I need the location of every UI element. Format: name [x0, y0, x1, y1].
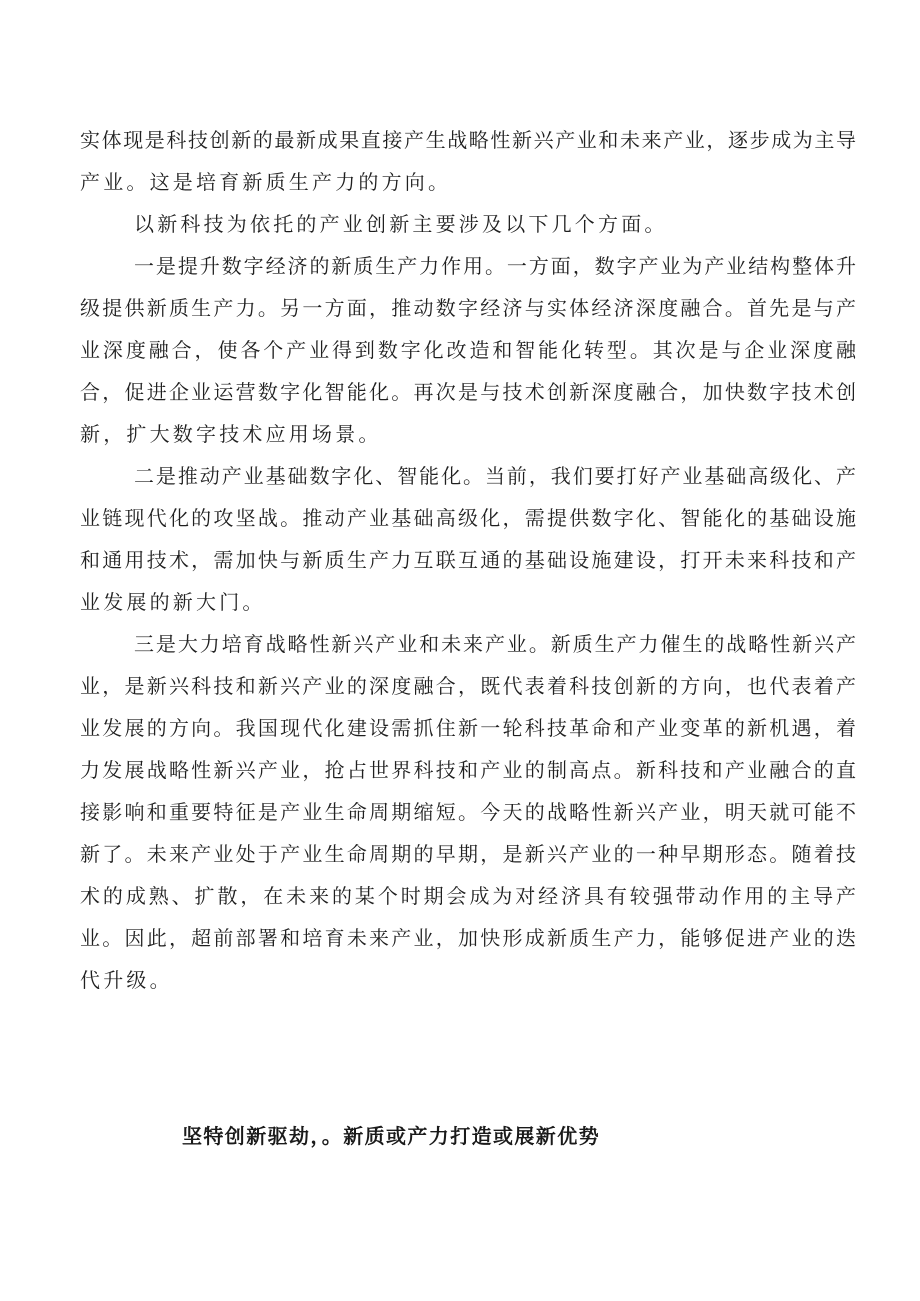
paragraph — [80, 245, 856, 455]
text-line: 新了。未来产业处于产业生命周期的早期，是新兴产业的一种早期形态。随着技 — [80, 842, 856, 866]
text-line: 三是大力培育战略性新兴产业和未来产业。新质生产力催生的战略性新兴产 — [134, 632, 856, 656]
text-line: 合，促进企业运营数字化智能化。再次是与技术创新深度融合，加快数字技术创 — [80, 380, 856, 404]
text-line: 产业。这是培育新质生产力的方向。 — [80, 170, 452, 194]
text-line: 以新科技为依托的产业创新主要涉及以下几个方面。 — [134, 212, 668, 236]
paragraph — [80, 203, 856, 245]
text-line: 级提供新质生产力。另一方面，推动数字经济与实体经济深度融合。首先是与产 — [80, 296, 856, 320]
text-line: 二是推动产业基础数字化、智能化。当前，我们要打好产业基础高级化、产 — [134, 464, 856, 488]
text-line: 实体现是科技创新的最新成果直接产生战略性新兴产业和未来产业，逐步成为主导 — [80, 128, 856, 152]
section-heading: 坚特创新驱劫，。新质或产力打造或展新优势 — [182, 1124, 600, 1148]
paragraph — [80, 119, 856, 203]
paragraph — [80, 455, 856, 623]
text-line: 业深度融合，使各个产业得到数字化改造和智能化转型。其次是与企业深度融 — [80, 338, 856, 362]
document-body — [80, 119, 856, 1001]
text-line: 业发展的新大门。 — [80, 590, 266, 614]
text-line: 一是提升数字经济的新质生产力作用。一方面，数字产业为产业结构整体升 — [134, 254, 856, 278]
text-line: 新，扩大数字技术应用场景。 — [80, 422, 382, 446]
text-line: 业发展的方向。我国现代化建设需抓住新一轮科技革命和产业变革的新机遇，着 — [80, 716, 856, 740]
text-line: 术的成熟、扩散，在未来的某个时期会成为对经济具有较强带动作用的主导产 — [80, 884, 856, 908]
text-line: 业。因此，超前部署和培育未来产业，加快形成新质生产力，能够促进产业的迭 — [80, 926, 856, 950]
text-line: 代升级。 — [80, 968, 173, 992]
text-line: 力发展战略性新兴产业，抢占世界科技和产业的制高点。新科技和产业融合的直 — [80, 758, 856, 782]
paragraph — [80, 623, 856, 1001]
text-line: 业链现代化的攻坚战。推动产业基础高级化，需提供数字化、智能化的基础设施 — [80, 506, 856, 530]
text-line: 业，是新兴科技和新兴产业的深度融合，既代表着科技创新的方向，也代表着产 — [80, 674, 856, 698]
text-line: 和通用技术，需加快与新质生产力互联互通的基础设施建设，打开未来科技和产 — [80, 548, 856, 572]
text-line: 接影响和重要特征是产业生命周期缩短。今天的战略性新兴产业，明天就可能不 — [80, 800, 856, 824]
